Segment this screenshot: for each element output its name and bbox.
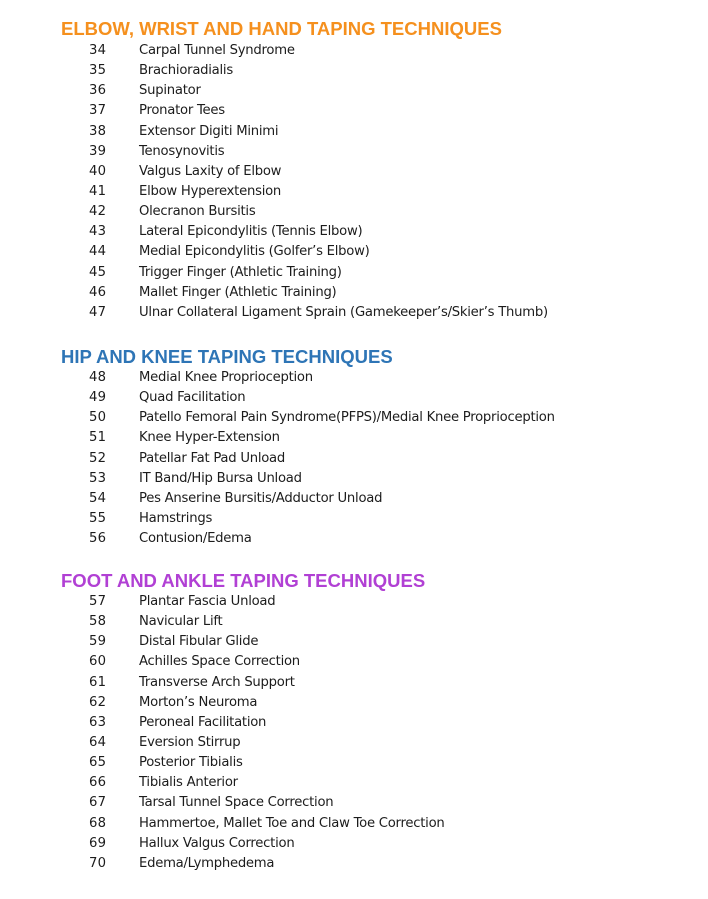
item-number: 67 <box>89 795 107 811</box>
item-label: Brachioradialis <box>139 63 233 79</box>
item-label: Morton’s Neuroma <box>139 694 258 710</box>
item-number: 64 <box>89 734 107 750</box>
item-number: 47 <box>89 304 107 320</box>
item-label: Ulnar Collateral Ligament Sprain (Gamekeeper’s/Skier’s Thumb) <box>139 304 548 320</box>
item-label: Plantar Fascia Unload <box>139 594 276 609</box>
item-number: 46 <box>89 284 107 300</box>
item-label: Tibialis Anterior <box>139 775 238 791</box>
section-heading: ELBOW, WRIST AND HAND TAPING TECHNIQUES <box>61 18 502 39</box>
item-label: Carpal Tunnel Syndrome <box>139 43 295 58</box>
item-number: 50 <box>89 410 107 426</box>
item-label: Mallet Finger (Athletic Training) <box>139 284 337 300</box>
item-number: 44 <box>89 244 107 260</box>
item-number: 35 <box>89 63 107 79</box>
item-number: 34 <box>89 43 107 58</box>
item-number: 69 <box>89 835 107 851</box>
item-number: 36 <box>89 83 107 99</box>
item-number: 55 <box>89 510 107 526</box>
item-number: 51 <box>89 430 107 446</box>
item-label: Achilles Space Correction <box>139 654 300 670</box>
item-label: Supinator <box>139 83 201 99</box>
item-label: Olecranon Bursitis <box>139 204 256 220</box>
item-number: 37 <box>89 103 107 119</box>
item-label: Hamstrings <box>139 510 213 526</box>
item-label: Knee Hyper-Extension <box>139 430 280 446</box>
section-heading: HIP AND KNEE TAPING TECHNIQUES <box>61 346 393 367</box>
item-label: Tarsal Tunnel Space Correction <box>139 795 334 811</box>
item-label: Tenosynovitis <box>139 143 225 159</box>
item-number: 70 <box>89 855 107 871</box>
item-number: 56 <box>89 531 107 547</box>
item-number: 53 <box>89 470 107 486</box>
item-label: Extensor Digiti Minimi <box>139 123 279 139</box>
item-number: 58 <box>89 614 107 630</box>
item-number: 49 <box>89 390 107 406</box>
item-label: Edema/Lymphedema <box>139 855 275 871</box>
item-label: Valgus Laxity of Elbow <box>139 163 282 179</box>
item-number: 54 <box>89 490 107 506</box>
item-number: 60 <box>89 654 107 670</box>
item-number: 61 <box>89 674 107 690</box>
item-number: 59 <box>89 634 107 650</box>
item-label: Distal Fibular Glide <box>139 634 259 650</box>
item-label: Lateral Epicondylitis (Tennis Elbow) <box>139 224 363 240</box>
item-label: Medial Epicondylitis (Golfer’s Elbow) <box>139 244 370 260</box>
item-number: 52 <box>89 450 107 466</box>
item-number: 65 <box>89 755 107 771</box>
item-label: Pronator Tees <box>139 103 225 119</box>
item-number: 40 <box>89 163 107 179</box>
item-label: Posterior Tibialis <box>139 755 243 771</box>
item-label: Peroneal Facilitation <box>139 714 267 730</box>
item-number: 43 <box>89 224 107 240</box>
item-label: Elbow Hyperextension <box>139 183 282 199</box>
item-label: Hammertoe, Mallet Toe and Claw Toe Correction <box>139 815 445 831</box>
item-label: Transverse Arch Support <box>139 674 295 690</box>
item-number: 57 <box>89 594 107 609</box>
item-label: Eversion Stirrup <box>139 734 241 750</box>
item-label: Navicular Lift <box>139 614 223 630</box>
item-number: 42 <box>89 204 107 220</box>
item-label: Pes Anserine Bursitis/Adductor Unload <box>139 490 383 506</box>
item-label: Medial Knee Proprioception <box>139 370 313 385</box>
item-label: Contusion/Edema <box>139 531 252 547</box>
item-label: Patellar Fat Pad Unload <box>139 450 286 466</box>
item-number: 38 <box>89 123 107 139</box>
item-label: Patello Femoral Pain Syndrome(PFPS)/Medial Knee Proprioception <box>139 410 555 426</box>
item-label: IT Band/Hip Bursa Unload <box>139 470 302 486</box>
item-label: Hallux Valgus Correction <box>139 835 295 851</box>
section-heading: FOOT AND ANKLE TAPING TECHNIQUES <box>61 570 426 591</box>
item-number: 63 <box>89 714 107 730</box>
item-label: Quad Facilitation <box>139 390 246 406</box>
item-number: 48 <box>89 370 107 385</box>
item-number: 39 <box>89 143 107 159</box>
item-number: 62 <box>89 694 107 710</box>
item-label: Trigger Finger (Athletic Training) <box>139 264 342 280</box>
item-number: 45 <box>89 264 107 280</box>
item-number: 41 <box>89 183 107 199</box>
item-number: 68 <box>89 815 107 831</box>
item-number: 66 <box>89 775 107 791</box>
